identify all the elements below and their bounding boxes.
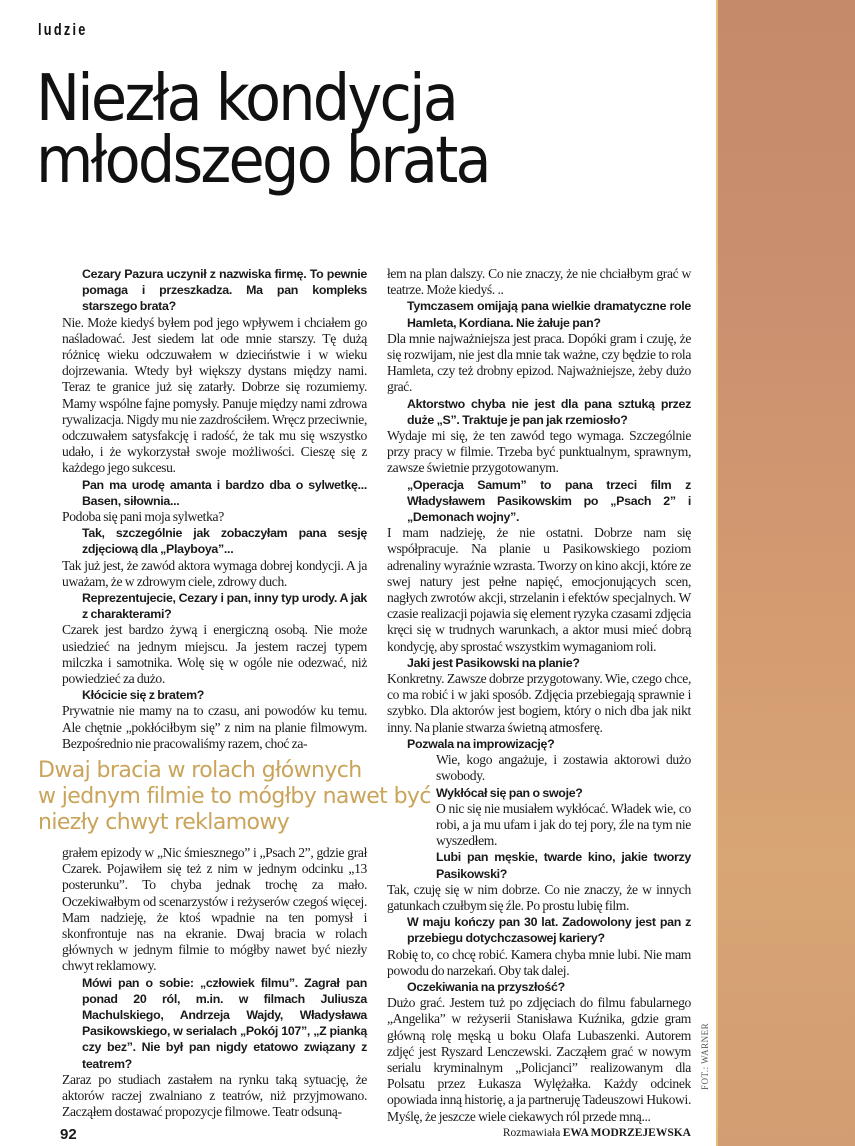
interview-question: Reprezentujecie, Cezary i pan, inny typ urody. A jak z charakterami? (82, 591, 367, 622)
interview-answer: grałem epizody w „Nic śmiesznego” i „Psach 2”, gdzie grał Czarek. Pojawiłem się też z nim w jednym odcinku „13 posterunku”. To chyba jednak trochę za mało. Oczekiwałbym od scenarzystów i reżyserów czegoś więcej. Mam nadzieję, że ktoś wpadnie na ten pomysł i skonfrontuje nas na ekranie. Dwaj bracia w rolach głównych w jednym filmie to mógłby nawet być niezły chwyt reklamowy. (62, 845, 367, 974)
interview-question: Lubi pan męskie, twarde kino, jakie tworzy Pasikowski? (436, 850, 691, 881)
pull-quote-line: w jednym filmie to mógłby nawet być (38, 784, 431, 809)
interview-answer: O nic się nie musiałem wykłócać. Władek wie, co robi, a ja mu ufam i jak do tej pory, źle na tym nie wyszedłem. (436, 800, 691, 849)
interview-question: Tak, szczególnie jak zobaczyłam pana sesję zdjęciową dla „Playboya”... (82, 526, 367, 557)
interview-answer: Wie, kogo angażuje, i zostawia aktorowi dużo swobody. (436, 752, 691, 784)
interview-question: Pozwala na improwizację? (407, 736, 555, 751)
byline-prefix: Rozmawiała (502, 1126, 561, 1139)
interview-question: Jaki jest Pasikowski na planie? (407, 655, 580, 670)
column-1 (62, 266, 367, 752)
headline-line: Niezła kondycja (36, 62, 457, 136)
interview-answer: Nie. Może kiedyś byłem pod jego wpływem i chciałem go naśladować. Jest siedem lat ode mnie starszy. Tę dużą różnicę wieku odczuwałem w dzieciństwie i w wieku dojrzewania. Wtedy był większy dystans między nami. Teraz te granice już się zatarły. Dobrze się rozumiemy. Mamy wspólne fajne pomysły. Panuje między nami zdrowa rywalizacja. Nigdy mu nie zazdrościłem. Wręcz przeciwnie, odczuwałem satysfakcję i radość, że tak mu się wszystko udało, i że wykorzystał swoje możliwości. Cieszę się z każdego jego sukcesu. (62, 314, 367, 476)
interview-question: W maju kończy pan 30 lat. Zadowolony jest pan z przebiegu dotychczasowej kariery? (407, 915, 691, 946)
byline (387, 1125, 691, 1141)
byline-author: EWA MODRZEJEWSKA (562, 1126, 691, 1139)
column-2 (387, 266, 691, 1141)
page-number: 92 (60, 1126, 77, 1143)
headline-line: młodszego brata (36, 124, 489, 198)
interview-answer: Dla mnie najważniejsza jest praca. Dopóki gram i czuję, że się rozwijam, nie jest dla mnie tak ważne, czy będzie to rola Hamleta, czy też drobny epizod. Najważniejsze, żeby dużo grać. (387, 330, 691, 395)
pull-quote-line: Dwaj bracia w rolach głównych (38, 758, 362, 783)
interview-answer: I mam nadzieję, że nie ostatni. Dobrze nam się współpracuje. Na planie u Pasikowskiego poziom adrenaliny wyraźnie wzrasta. Tworzy on kino akcji, które ze swej natury jest pełne napięć, emocjonujących scen, nagłych zwrotów akcji, strzelanin i efektów specjalnych. W czasie realizacji pojawia się element ryzyka czasami zdjęcia kręci się w trudnych warunkach, a aktor musi mieć dobrą kondycję, aby sprostać wszystkim wymaganiom roli. (387, 525, 691, 654)
interview-answer: łem na plan dalszy. Co nie znaczy, że nie chciałbym grać w teatrze. Może kiedyś. .. (387, 266, 691, 298)
interview-answer: Robię to, co chcę robić. Kamera chyba mnie lubi. Nie mam powodu do narzekań. Oby tak dalej. (387, 946, 691, 978)
interview-question: Pan ma urodę amanta i bardzo dba o sylwetkę... Basen, siłownia... (82, 477, 367, 508)
interview-answer: Konkretny. Zawsze dobrze przygotowany. Wie, czego chce, co ma robić i w jaki sposób. Zdjęcia przebiegają sprawnie i szybko. Dla aktorów jest bogiem, który o nich dba jak nikt inny. Na planie stwarza świetną atmosferę. (387, 671, 691, 735)
interview-answer: Tak, czuję się w nim dobrze. Co nie znaczy, że w innych gatunkach czułbym się źle. Po prostu lubię film. (387, 881, 691, 913)
interview-answer: Zaraz po studiach zastałem na rynku taką sytuację, że aktorów raczej zwalniano z teatrów, niż przyjmowano. Zacząłem dostawać propozycje filmowe. Teatr odsuną- (62, 1071, 367, 1120)
interview-answer: Prywatnie nie mamy na to czasu, ani powodów ku temu. Ale chętnie „pokłóciłbym się” z nim na planie filmowym. Bezpośrednio nie pracowaliśmy razem, choć za- (62, 703, 367, 751)
interview-question: Mówi pan o sobie: „człowiek filmu”. Zagrał pan ponad 20 ról, m.in. w filmach Juliusza Machulskiego, Andrzeja Wajdy, Władysława Pasikowskiego, w serialach „Pokój 107”, „Z pianką czy bez”. Nie był pan nigdy etatowo związany z teatrem? (82, 975, 367, 1071)
interview-answer: Wydaje mi się, że ten zawód tego wymaga. Szczególnie przy pracy w filmie. Trzeba być punktualnym, sprawnym, zawsze świetnie przygotowanym. (387, 428, 691, 476)
column-1-continued (62, 845, 367, 1120)
interview-answer: Czarek jest bardzo żywą i energiczną osobą. Nie może usiedzieć na jednym miejscu. Ja jestem raczej typem milczka i samotnika. Wolę się w ogóle nie odezwać, niż powiedzieć za dużo. (62, 622, 367, 687)
interview-question: Aktorstwo chyba nie jest dla pana sztuką przez duże „S”. Traktuje je pan jak rzemiosło? (407, 396, 691, 427)
interview-answer: Dużo grać. Jestem tuż po zdjęciach do filmu fabularnego „Angelika” w reżyserii Stanisława Kuźnika, gdzie gram główną rolę męską u boku Olafa Lubaszenki. Autorem zdjęć jest Ryszard Lenczewski. Zacząłem grać w nowym serialu kryminalnym „Policjanci” realizowanym dla Polsatu przez Łukasza Wylężałka. Każdy odcinek opowiada inną historię, a ja partneruję Tadeuszowi Hukowi. Myślę, że jeszcze wiele ciekawych ról przede mną... (387, 995, 691, 1124)
interview-question: Kłócicie się z bratem? (82, 688, 205, 703)
interview-question: Oczekiwania na przyszłość? (407, 979, 565, 994)
interview-answer: Podoba się pani moja sylwetka? (62, 509, 224, 525)
interview-question: Tymczasem omijają pana wielkie dramatyczne role Hamleta, Kordiana. Nie żałuje pan? (407, 299, 691, 330)
interview-question: Cezary Pazura uczynił z nazwiska firmę. To pewnie pomaga i przeszkadza. Ma pan kompleks starszego brata? (82, 267, 367, 314)
section-label: ludzie (38, 20, 88, 39)
photo-credit: FOT.: WARNER (700, 1022, 710, 1090)
interview-answer: Tak już jest, że zawód aktora wymaga dobrej kondycji. A ja uważam, że w zdrowym ciele, zdrowy duch. (62, 557, 367, 589)
interview-question: Wykłócał się pan o swoje? (436, 785, 583, 800)
interview-question: „Operacja Samum” to pana trzeci film z Władysławem Pasikowskim po „Psach 2” i „Demonach wojny”. (407, 477, 691, 525)
pull-quote-line: niezły chwyt reklamowy (38, 810, 290, 835)
headline (36, 62, 625, 198)
photo-strip (716, 0, 855, 1146)
